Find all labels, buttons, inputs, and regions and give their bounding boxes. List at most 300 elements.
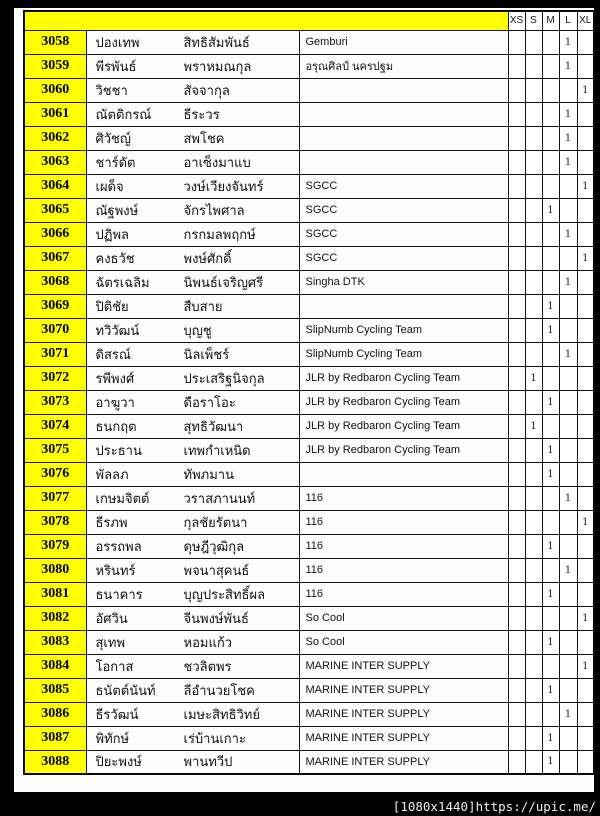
last-name: ดุษฎีวุฒิกุล: [183, 538, 245, 554]
size-mark-l: [559, 750, 577, 774]
size-mark-m: [542, 414, 559, 438]
rider-number: 3059: [24, 54, 86, 78]
size-mark-xs: [508, 438, 525, 462]
size-mark-s: [525, 606, 542, 630]
size-mark-m: 1: [542, 462, 559, 486]
first-name: พีรพันธ์: [95, 58, 137, 74]
size-mark-m: [542, 342, 559, 366]
rider-name-cell: [86, 366, 299, 390]
first-name: ปิติชัย: [95, 298, 129, 314]
team-name: SGCC: [299, 222, 508, 246]
size-mark-l: [559, 510, 577, 534]
size-mark-xl: [577, 534, 594, 558]
rider-number: 3085: [24, 678, 86, 702]
size-mark-xl: [577, 30, 594, 54]
table-row: [24, 606, 594, 630]
size-mark-xs: [508, 54, 525, 78]
size-mark-l: 1: [559, 486, 577, 510]
rider-number: 3072: [24, 366, 86, 390]
first-name: อาฆูวา: [95, 394, 135, 410]
size-mark-xl: [577, 366, 594, 390]
table-row: [24, 54, 594, 78]
size-mark-m: [542, 486, 559, 510]
size-mark-s: [525, 678, 542, 702]
last-name: จักรไพศาล: [183, 202, 245, 218]
size-mark-xs: [508, 486, 525, 510]
table-row: [24, 198, 594, 222]
last-name: วงษ์เวียงจันทร์: [183, 178, 264, 194]
rider-number: 3084: [24, 654, 86, 678]
last-name: วราสภานนท์: [183, 490, 256, 506]
size-mark-m: 1: [542, 582, 559, 606]
last-name: กุลชัยรัตนา: [183, 514, 248, 530]
size-mark-xl: [577, 390, 594, 414]
rider-name-cell: [86, 294, 299, 318]
size-mark-xs: [508, 174, 525, 198]
team-name: JLR by Redbaron Cycling Team: [299, 390, 508, 414]
rider-name-cell: [86, 102, 299, 126]
size-mark-m: [542, 150, 559, 174]
table-row: [24, 438, 594, 462]
size-mark-xs: [508, 414, 525, 438]
table-row: [24, 174, 594, 198]
size-mark-l: [559, 630, 577, 654]
team-name: JLR by Redbaron Cycling Team: [299, 438, 508, 462]
team-name: 116: [299, 582, 508, 606]
rider-name-cell: [86, 678, 299, 702]
size-mark-m: [542, 270, 559, 294]
last-name: ชวลิตพร: [183, 658, 232, 674]
rider-name-cell: [86, 534, 299, 558]
team-name: MARINE INTER SUPPLY: [299, 678, 508, 702]
size-mark-l: 1: [559, 222, 577, 246]
size-mark-l: 1: [559, 54, 577, 78]
first-name: ณัฐพงษ์: [95, 202, 139, 218]
last-name: ดือราโอะ: [183, 394, 236, 410]
size-mark-xs: [508, 198, 525, 222]
size-mark-l: 1: [559, 270, 577, 294]
table-row: [24, 702, 594, 726]
size-mark-l: 1: [559, 102, 577, 126]
table-row: [24, 126, 594, 150]
rider-name-cell: [86, 414, 299, 438]
size-mark-m: [542, 126, 559, 150]
table-row: [24, 366, 594, 390]
rider-number: 3065: [24, 198, 86, 222]
size-mark-xs: [508, 726, 525, 750]
table-row: [24, 510, 594, 534]
first-name: ธนัตต์นันท์: [95, 682, 156, 698]
team-name: MARINE INTER SUPPLY: [299, 702, 508, 726]
table-row: [24, 222, 594, 246]
size-mark-xl: [577, 222, 594, 246]
rider-number: 3088: [24, 750, 86, 774]
size-mark-xl: [577, 414, 594, 438]
rider-name-cell: [86, 150, 299, 174]
size-mark-l: 1: [559, 558, 577, 582]
rider-name-cell: [86, 390, 299, 414]
size-mark-xl: [577, 342, 594, 366]
last-name: สืบสาย: [183, 298, 223, 314]
size-mark-xs: [508, 390, 525, 414]
rider-name-cell: [86, 582, 299, 606]
table-row: [24, 678, 594, 702]
last-name: พจนาสุคนธ์: [183, 562, 250, 578]
table-row: [24, 30, 594, 54]
size-mark-s: [525, 510, 542, 534]
size-mark-s: [525, 558, 542, 582]
size-mark-s: [525, 462, 542, 486]
team-name: [299, 126, 508, 150]
size-column-header-m: M: [542, 11, 559, 30]
last-name: สพโชค: [183, 130, 225, 146]
size-mark-s: [525, 54, 542, 78]
size-mark-s: [525, 486, 542, 510]
table-row: [24, 318, 594, 342]
size-mark-xl: [577, 126, 594, 150]
rider-number: 3071: [24, 342, 86, 366]
size-mark-l: [559, 462, 577, 486]
size-mark-xs: [508, 126, 525, 150]
team-name: MARINE INTER SUPPLY: [299, 750, 508, 774]
table-row: [24, 102, 594, 126]
first-name: อัศวิน: [95, 610, 128, 626]
first-name: ธีรวัฒน์: [95, 706, 139, 722]
table-row: [24, 486, 594, 510]
document-sheet: [14, 8, 594, 792]
size-column-header-s: S: [525, 11, 542, 30]
table-row: [24, 582, 594, 606]
first-name: โอกาส: [95, 658, 134, 674]
size-mark-s: [525, 30, 542, 54]
last-name: สัจจากุล: [183, 82, 230, 98]
header-row: [24, 11, 594, 30]
size-mark-xs: [508, 30, 525, 54]
table-row: [24, 78, 594, 102]
size-mark-l: [559, 534, 577, 558]
size-mark-xl: [577, 630, 594, 654]
size-mark-m: [542, 78, 559, 102]
size-mark-s: [525, 198, 542, 222]
table-row: [24, 726, 594, 750]
first-name: ปฏิพล: [95, 226, 130, 242]
team-name: [299, 102, 508, 126]
size-mark-xl: [577, 558, 594, 582]
rider-name-cell: [86, 438, 299, 462]
team-name: 116: [299, 558, 508, 582]
rider-number: 3076: [24, 462, 86, 486]
rider-name-cell: [86, 702, 299, 726]
rider-name-cell: [86, 270, 299, 294]
last-name: สุทธิวัฒนา: [183, 418, 244, 434]
team-name: [299, 150, 508, 174]
table-row: [24, 654, 594, 678]
size-mark-l: [559, 582, 577, 606]
last-name: บุญประสิทธิ์ผล: [183, 586, 266, 602]
size-column-header-l: L: [559, 11, 577, 30]
size-mark-m: [542, 222, 559, 246]
size-mark-l: [559, 294, 577, 318]
size-mark-l: [559, 606, 577, 630]
table-row: [24, 294, 594, 318]
rider-name-cell: [86, 174, 299, 198]
rider-name-cell: [86, 126, 299, 150]
size-mark-l: [559, 318, 577, 342]
size-mark-xs: [508, 750, 525, 774]
last-name: นิลเพ็ชร์: [183, 346, 230, 362]
first-name: เผด็จ: [95, 178, 124, 194]
size-mark-m: [542, 102, 559, 126]
size-mark-s: [525, 126, 542, 150]
size-mark-l: [559, 726, 577, 750]
table-row: [24, 390, 594, 414]
size-mark-xs: [508, 78, 525, 102]
team-name: SGCC: [299, 246, 508, 270]
first-name: ธนกฤต: [95, 418, 137, 434]
rider-name-cell: [86, 246, 299, 270]
size-mark-l: 1: [559, 702, 577, 726]
size-mark-xl: [577, 726, 594, 750]
last-name: เมษะสิทธิวิทย์: [183, 706, 260, 722]
last-name: พราหมณกุล: [183, 58, 252, 74]
size-mark-m: [542, 174, 559, 198]
size-mark-l: [559, 390, 577, 414]
size-mark-xl: [577, 678, 594, 702]
rider-number: 3066: [24, 222, 86, 246]
size-column-header-xs: XS: [508, 11, 525, 30]
size-mark-m: 1: [542, 438, 559, 462]
header-band: [24, 11, 508, 30]
rider-number: 3058: [24, 30, 86, 54]
size-mark-s: [525, 654, 542, 678]
size-mark-xl: [577, 198, 594, 222]
last-name: เทพกำเหนิด: [183, 442, 251, 458]
size-mark-xl: 1: [577, 654, 594, 678]
table-row: [24, 270, 594, 294]
size-mark-xl: [577, 750, 594, 774]
size-mark-m: [542, 246, 559, 270]
table-row: [24, 150, 594, 174]
size-mark-xl: 1: [577, 606, 594, 630]
team-name: 116: [299, 510, 508, 534]
size-mark-xl: [577, 438, 594, 462]
size-mark-xs: [508, 294, 525, 318]
last-name: พงษ์ศักดิ์: [183, 250, 232, 266]
first-name: ดิสรณ์: [95, 346, 131, 362]
rider-number: 3069: [24, 294, 86, 318]
rider-table-body: [24, 30, 594, 774]
rider-name-cell: [86, 486, 299, 510]
size-mark-l: [559, 78, 577, 102]
rider-number: 3074: [24, 414, 86, 438]
size-mark-s: 1: [525, 414, 542, 438]
table-row: [24, 246, 594, 270]
team-name: Singha DTK: [299, 270, 508, 294]
first-name: คงธวัช: [95, 250, 135, 266]
first-name: รพีพงศ์: [95, 370, 135, 386]
size-mark-xs: [508, 654, 525, 678]
size-mark-xs: [508, 534, 525, 558]
size-mark-m: 1: [542, 726, 559, 750]
size-mark-l: [559, 438, 577, 462]
size-mark-s: [525, 726, 542, 750]
size-mark-m: [542, 30, 559, 54]
rider-number: 3062: [24, 126, 86, 150]
size-mark-xs: [508, 678, 525, 702]
table-row: [24, 462, 594, 486]
size-mark-xl: [577, 486, 594, 510]
rider-name-cell: [86, 630, 299, 654]
size-mark-m: 1: [542, 198, 559, 222]
rider-number: 3068: [24, 270, 86, 294]
size-mark-xs: [508, 702, 525, 726]
size-mark-l: 1: [559, 342, 577, 366]
first-name: ชาร์ดัต: [95, 154, 136, 170]
rider-number: 3082: [24, 606, 86, 630]
size-mark-xs: [508, 222, 525, 246]
team-name: MARINE INTER SUPPLY: [299, 654, 508, 678]
team-name: SGCC: [299, 198, 508, 222]
team-name: [299, 78, 508, 102]
table-row: [24, 534, 594, 558]
size-mark-xl: 1: [577, 246, 594, 270]
size-mark-xs: [508, 510, 525, 534]
size-mark-s: [525, 270, 542, 294]
size-mark-l: [559, 366, 577, 390]
size-mark-s: [525, 174, 542, 198]
size-mark-m: [542, 606, 559, 630]
size-mark-m: 1: [542, 534, 559, 558]
size-mark-s: [525, 150, 542, 174]
rider-number: 3087: [24, 726, 86, 750]
size-mark-s: [525, 750, 542, 774]
size-mark-xs: [508, 630, 525, 654]
table-row: [24, 414, 594, 438]
rider-name-cell: [86, 222, 299, 246]
last-name: จีนพงษ์พันธ์: [183, 610, 249, 626]
size-mark-xs: [508, 150, 525, 174]
size-mark-xl: [577, 702, 594, 726]
last-name: ประเสริฐนิจกุล: [183, 370, 265, 386]
team-name: [299, 462, 508, 486]
first-name: สุเทพ: [95, 634, 126, 650]
first-name: ณัตติกรณ์: [95, 106, 152, 122]
size-mark-xs: [508, 318, 525, 342]
rider-name-cell: [86, 462, 299, 486]
last-name: สิทธิสัมพันธ์: [183, 34, 250, 50]
size-mark-m: [542, 54, 559, 78]
size-column-header-xl: XL: [577, 11, 594, 30]
first-name: พัลลภ: [95, 466, 129, 482]
first-name: ธนาคาร: [95, 586, 143, 602]
size-mark-s: [525, 102, 542, 126]
size-mark-l: [559, 174, 577, 198]
size-mark-l: [559, 414, 577, 438]
rider-name-cell: [86, 54, 299, 78]
size-mark-m: 1: [542, 318, 559, 342]
table-row: [24, 558, 594, 582]
size-mark-m: 1: [542, 678, 559, 702]
table-row: [24, 630, 594, 654]
size-mark-m: [542, 702, 559, 726]
rider-name-cell: [86, 558, 299, 582]
team-name: 116: [299, 486, 508, 510]
team-name: [299, 294, 508, 318]
rider-number: 3060: [24, 78, 86, 102]
size-mark-xl: [577, 54, 594, 78]
last-name: หอมแก้ว: [183, 634, 232, 650]
size-mark-m: 1: [542, 750, 559, 774]
size-mark-s: [525, 438, 542, 462]
first-name: วิชชา: [95, 82, 128, 98]
first-name: เกษมจิตต์: [95, 490, 150, 506]
team-name: 116: [299, 534, 508, 558]
size-mark-l: [559, 654, 577, 678]
size-mark-xl: [577, 582, 594, 606]
last-name: ทัพภมาน: [183, 466, 234, 482]
rider-name-cell: [86, 198, 299, 222]
size-mark-s: [525, 318, 542, 342]
team-name: So Cool: [299, 606, 508, 630]
team-name: SlipNumb Cycling Team: [299, 318, 508, 342]
last-name: พานทวีป: [183, 754, 233, 770]
first-name: ฉัตรเฉลิม: [95, 274, 150, 290]
size-mark-xl: [577, 150, 594, 174]
rider-name-cell: [86, 726, 299, 750]
size-mark-xs: [508, 270, 525, 294]
rider-number: 3070: [24, 318, 86, 342]
size-mark-s: [525, 222, 542, 246]
first-name: ธีรภพ: [95, 514, 128, 530]
size-mark-m: 1: [542, 390, 559, 414]
size-mark-s: [525, 534, 542, 558]
rider-name-cell: [86, 606, 299, 630]
rider-number: 3061: [24, 102, 86, 126]
first-name: อรรถพล: [95, 538, 142, 554]
size-mark-l: 1: [559, 150, 577, 174]
rider-size-table: [23, 10, 595, 775]
rider-name-cell: [86, 750, 299, 774]
rider-number: 3080: [24, 558, 86, 582]
rider-name-cell: [86, 318, 299, 342]
size-mark-xl: 1: [577, 78, 594, 102]
team-name: MARINE INTER SUPPLY: [299, 726, 508, 750]
rider-name-cell: [86, 78, 299, 102]
rider-name-cell: [86, 654, 299, 678]
size-mark-s: [525, 702, 542, 726]
rider-number: 3063: [24, 150, 86, 174]
size-mark-l: [559, 678, 577, 702]
image-caption: [1080x1440]https://upic.me/: [392, 799, 596, 814]
size-mark-s: [525, 390, 542, 414]
last-name: ธีระวร: [183, 106, 220, 122]
team-name: SlipNumb Cycling Team: [299, 342, 508, 366]
first-name: หรินทร์: [95, 562, 136, 578]
first-name: ศิวัชญ์: [95, 130, 131, 146]
rider-number: 3078: [24, 510, 86, 534]
last-name: บุญชู: [183, 322, 212, 338]
team-name: อรุณศิลป์ นครปฐม: [299, 54, 508, 78]
team-name: JLR by Redbaron Cycling Team: [299, 366, 508, 390]
size-mark-m: [542, 558, 559, 582]
rider-number: 3083: [24, 630, 86, 654]
rider-number: 3067: [24, 246, 86, 270]
size-mark-xs: [508, 366, 525, 390]
size-mark-s: [525, 342, 542, 366]
first-name: ปิยะพงษ์: [95, 754, 142, 770]
size-mark-l: 1: [559, 126, 577, 150]
team-name: So Cool: [299, 630, 508, 654]
